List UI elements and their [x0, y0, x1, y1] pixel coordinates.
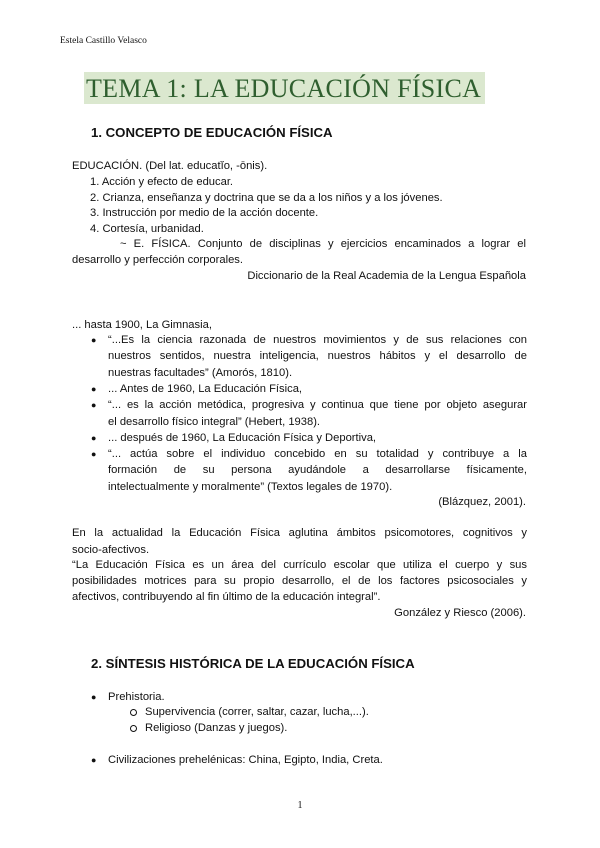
bullet-icon: ● [91, 400, 97, 410]
history-intro: ... hasta 1900, La Gimnasia, [72, 319, 212, 331]
title-highlight [84, 72, 485, 104]
definition-item: 1. Acción y efecto de educar. [90, 176, 234, 188]
circle-bullet-icon [130, 709, 137, 716]
definition-item: 3. Instrucción por medio de la acción docente. [90, 207, 319, 219]
quote-line: intelectualmente y moralmente” (Textos legales de 1970). [108, 481, 393, 493]
ef-definition-line: desarrollo y perfección corporales. [72, 254, 244, 266]
bullet-icon: ● [91, 755, 97, 765]
section-2-heading: 2. SÍNTESIS HISTÓRICA DE LA EDUCACIÓN FÍSICA [91, 656, 415, 671]
section-1-heading: 1. CONCEPTO DE EDUCACIÓN FÍSICA [91, 125, 333, 140]
definition-item: 2. Crianza, enseñanza y doctrina que se da a los niños y a los jóvenes. [90, 192, 443, 204]
author-header: Estela Castillo Velasco [60, 36, 147, 46]
paragraph-line: En la actualidad la Educación Física aglutina ámbitos psicomotores, cognitivos y [72, 527, 527, 539]
circle-bullet-icon [130, 725, 137, 732]
quote-line: “La Educación Física es un área del currículo escolar que utiliza el cuerpo y sus [72, 559, 527, 571]
bullet-icon: ● [91, 384, 97, 394]
ef-definition-line: ~ E. FÍSICA. Conjunto de disciplinas y ejercicios encaminados a lograr el [120, 238, 526, 250]
paragraph-line: socio-afectivos. [72, 544, 150, 556]
citation: (Blázquez, 2001). [438, 496, 526, 508]
quote-line: posibilidades motrices para su propio desarrollo, el de los factores psicosociales y [72, 575, 527, 587]
quote-line: “... actúa sobre el individuo concebido en su totalidad y contribuye a la [108, 448, 527, 460]
quote-line: nuestras facultades” (Amorós, 1810). [108, 367, 293, 379]
citation: González y Riesco (2006). [394, 607, 526, 619]
bullet-icon: ● [91, 335, 97, 345]
history-period: Civilizaciones prehelénicas: China, Egipto, India, Creta. [108, 754, 383, 766]
quote-line: nuestros sentidos, nuestra inteligencia, nuestros hábitos y el desarrollo de [108, 350, 527, 362]
quote-line: “...Es la ciencia razonada de nuestros movimientos y de sus relaciones con [108, 334, 527, 346]
page-number: 1 [297, 800, 303, 811]
definition-intro: EDUCACIÓN. (Del lat. educatĭo, -ōnis). [72, 160, 268, 172]
history-period: Prehistoria. [108, 691, 165, 703]
bullet-icon: ● [91, 449, 97, 459]
quote-line: afectivos, contribuyendo al fin último de la educación integral”. [72, 591, 381, 603]
quote-line: el desarrollo físico integral” (Hebert, 1938). [108, 416, 321, 428]
sub-item: Religioso (Danzas y juegos). [145, 722, 288, 734]
history-item: ... Antes de 1960, La Educación Física, [108, 383, 303, 395]
definition-item: 4. Cortesía, urbanidad. [90, 223, 204, 235]
sub-item: Supervivencia (correr, saltar, cazar, lucha,...). [145, 706, 369, 718]
quote-line: “... es la acción metódica, progresiva y continua que tiene por objeto asegurar [108, 399, 527, 411]
bullet-icon: ● [91, 433, 97, 443]
history-item: ... después de 1960, La Educación Física y Deportiva, [108, 432, 377, 444]
dictionary-source: Diccionario de la Real Academia de la Lengua Española [247, 270, 526, 282]
quote-line: formación de su persona ayudándole a desarrollarse físicamente, [108, 464, 527, 476]
bullet-icon: ● [91, 692, 97, 702]
page-title: TEMA 1: LA EDUCACIÓN FÍSICA [86, 74, 482, 103]
